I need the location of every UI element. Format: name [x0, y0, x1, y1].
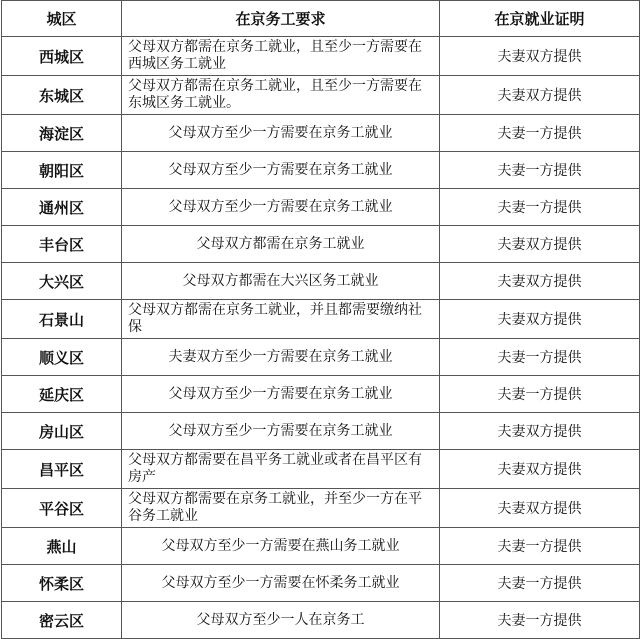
requirement-cell: 父母双方都需在京务工就业，并且都需要缴纳社保 — [122, 300, 440, 339]
requirement-cell: 父母双方至少一方需要在京务工就业 — [122, 115, 440, 152]
proof-cell: 夫妻一方提供 — [440, 602, 640, 639]
proof-cell: 夫妻双方提供 — [440, 226, 640, 263]
requirement-cell: 父母双方至少一方需要在京务工就业 — [122, 152, 440, 189]
requirement-cell: 夫妻双方至少一方需要在京务工就业 — [122, 339, 440, 376]
table-row — [2, 565, 640, 602]
table-row — [2, 528, 640, 565]
table-row — [2, 115, 640, 152]
requirement-cell: 父母双方都需在京务工就业，且至少一方需要在东城区务工就业。 — [122, 76, 440, 115]
district-cell: 房山区 — [2, 413, 122, 450]
district-cell: 通州区 — [2, 189, 122, 226]
table-row — [2, 489, 640, 528]
requirement-cell: 父母双方至少一方需要在京务工就业 — [122, 413, 440, 450]
proof-cell: 夫妻双方提供 — [440, 489, 640, 528]
table-row — [2, 226, 640, 263]
table-row — [2, 413, 640, 450]
proof-cell: 夫妻双方提供 — [440, 76, 640, 115]
district-cell: 密云区 — [2, 602, 122, 639]
table-row — [2, 450, 640, 489]
proof-cell: 夫妻一方提供 — [440, 115, 640, 152]
table-row — [2, 76, 640, 115]
district-cell: 燕山 — [2, 528, 122, 565]
requirement-cell: 父母双方都需在京务工就业 — [122, 226, 440, 263]
district-cell: 丰台区 — [2, 226, 122, 263]
requirement-cell: 父母双方至少一人在京务工 — [122, 602, 440, 639]
table-row — [2, 152, 640, 189]
proof-cell: 夫妻双方提供 — [440, 263, 640, 300]
table-row — [2, 376, 640, 413]
table-row — [2, 263, 640, 300]
requirement-cell: 父母双方至少一方需要在京务工就业 — [122, 376, 440, 413]
header-requirement: 在京务工要求 — [122, 1, 440, 37]
requirement-cell: 父母双方都需在大兴区务工就业 — [122, 263, 440, 300]
table-row — [2, 602, 640, 639]
district-cell: 海淀区 — [2, 115, 122, 152]
requirement-cell: 父母双方都需要在昌平务工就业或者在昌平区有房产 — [122, 450, 440, 489]
district-cell: 昌平区 — [2, 450, 122, 489]
proof-cell: 夫妻双方提供 — [440, 450, 640, 489]
proof-cell: 夫妻一方提供 — [440, 189, 640, 226]
proof-cell: 夫妻双方提供 — [440, 37, 640, 76]
district-cell: 石景山 — [2, 300, 122, 339]
district-cell: 延庆区 — [2, 376, 122, 413]
table-row — [2, 300, 640, 339]
district-cell: 怀柔区 — [2, 565, 122, 602]
district-cell: 平谷区 — [2, 489, 122, 528]
table-row — [2, 339, 640, 376]
proof-cell: 夫妻一方提供 — [440, 565, 640, 602]
requirement-cell: 父母双方都需要在京务工就业，并至少一方在平谷务工就业 — [122, 489, 440, 528]
proof-cell: 夫妻一方提供 — [440, 528, 640, 565]
proof-cell: 夫妻一方提供 — [440, 376, 640, 413]
table-header-row — [2, 1, 640, 37]
proof-cell: 夫妻双方提供 — [440, 300, 640, 339]
requirement-cell: 父母双方至少一方需要在燕山务工就业 — [122, 528, 440, 565]
district-cell: 顺义区 — [2, 339, 122, 376]
district-cell: 朝阳区 — [2, 152, 122, 189]
proof-cell: 夫妻一方提供 — [440, 339, 640, 376]
district-cell: 大兴区 — [2, 263, 122, 300]
requirement-cell: 父母双方都需在京务工就业，且至少一方需要在西城区务工就业 — [122, 37, 440, 76]
requirement-cell: 父母双方至少一方需要在京务工就业 — [122, 189, 440, 226]
proof-cell: 夫妻双方提供 — [440, 413, 640, 450]
header-district: 城区 — [2, 1, 122, 37]
district-cell: 西城区 — [2, 37, 122, 76]
table-row — [2, 37, 640, 76]
requirement-cell: 父母双方至少一方需要在怀柔务工就业 — [122, 565, 440, 602]
header-proof: 在京就业证明 — [440, 1, 640, 37]
table-row — [2, 189, 640, 226]
proof-cell: 夫妻一方提供 — [440, 152, 640, 189]
district-requirements-table — [1, 0, 640, 639]
district-cell: 东城区 — [2, 76, 122, 115]
